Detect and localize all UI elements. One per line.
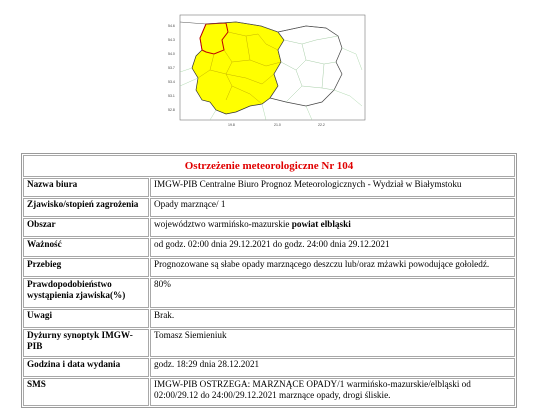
map-lon-label: 19.8 [228, 123, 235, 127]
map-lon-label: 21.0 [274, 123, 281, 127]
row-value-probability: 80% [150, 278, 515, 308]
map-lat-label: 53.4 [168, 80, 175, 84]
table-row [23, 238, 515, 257]
row-value-validity: od godz. 02:00 dnia 29.12.2021 do godz. 24:00 dnia 29.12.2021 [150, 238, 515, 257]
table-row [23, 218, 515, 237]
row-label-forecaster: Dyżurny synoptyk IMGW-PIB [23, 329, 149, 357]
row-label-remarks: Uwagi [23, 309, 149, 328]
table-row [23, 329, 515, 357]
row-value-phenomenon: Opady marznące/ 1 [150, 198, 515, 217]
row-label-office: Nazwa biura [23, 178, 149, 197]
row-label-issued: Godzina i data wydania [23, 358, 149, 377]
table-row [23, 198, 515, 217]
map-lat-label: 52.8 [168, 108, 175, 112]
row-value-course: Prognozowane są słabe opady marznącego deszczu lub/oraz mżawki powodujące gołoledź. [150, 258, 515, 277]
area-region: województwo warmińsko-mazurskie [154, 219, 290, 229]
warning-title: Ostrzeżenie meteorologiczne Nr 104 [23, 155, 515, 177]
map-lat-label: 54.3 [168, 38, 175, 42]
region-map-svg [166, 10, 370, 132]
row-label-phenomenon: Zjawisko/stopień zagrożenia [23, 198, 149, 217]
row-value-issued: godz. 18:29 dnia 28.12.2021 [150, 358, 515, 377]
area-county: powiat elbląski [291, 219, 351, 229]
table-row [23, 278, 515, 308]
row-label-course: Przebieg [23, 258, 149, 277]
row-value-area [150, 218, 515, 237]
map-lat-label: 53.1 [168, 94, 175, 98]
table-row [23, 378, 515, 406]
row-label-area: Obszar [23, 218, 149, 237]
warning-map [166, 10, 370, 132]
row-value-office: IMGW-PIB Centralne Biuro Prognoz Meteorologicznych - Wydział w Białymstoku [150, 178, 515, 197]
map-lon-label: 22.2 [318, 123, 325, 127]
warning-table [21, 153, 517, 408]
row-value-remarks: Brak. [150, 309, 515, 328]
row-value-sms: IMGW-PIB OSTRZEGA: MARZNĄCE OPADY/1 warmińsko-mazurskie/elbląski od 02:00/29.12 do 24:00/29.12.2021 marznące opady, drogi śliskie. [150, 378, 515, 406]
table-row [23, 178, 515, 197]
row-label-sms: SMS [23, 378, 149, 406]
row-value-forecaster: Tomasz Siemieniuk [150, 329, 515, 357]
table-row [23, 358, 515, 377]
table-row [23, 258, 515, 277]
table-row [23, 309, 515, 328]
map-lat-label: 53.7 [168, 66, 175, 70]
row-label-validity: Ważność [23, 238, 149, 257]
map-lat-label: 54.6 [168, 24, 175, 28]
row-label-probability: Prawdopodobieństwo wystąpienia zjawiska(%) [23, 278, 149, 308]
map-lat-label: 54.0 [168, 52, 175, 56]
